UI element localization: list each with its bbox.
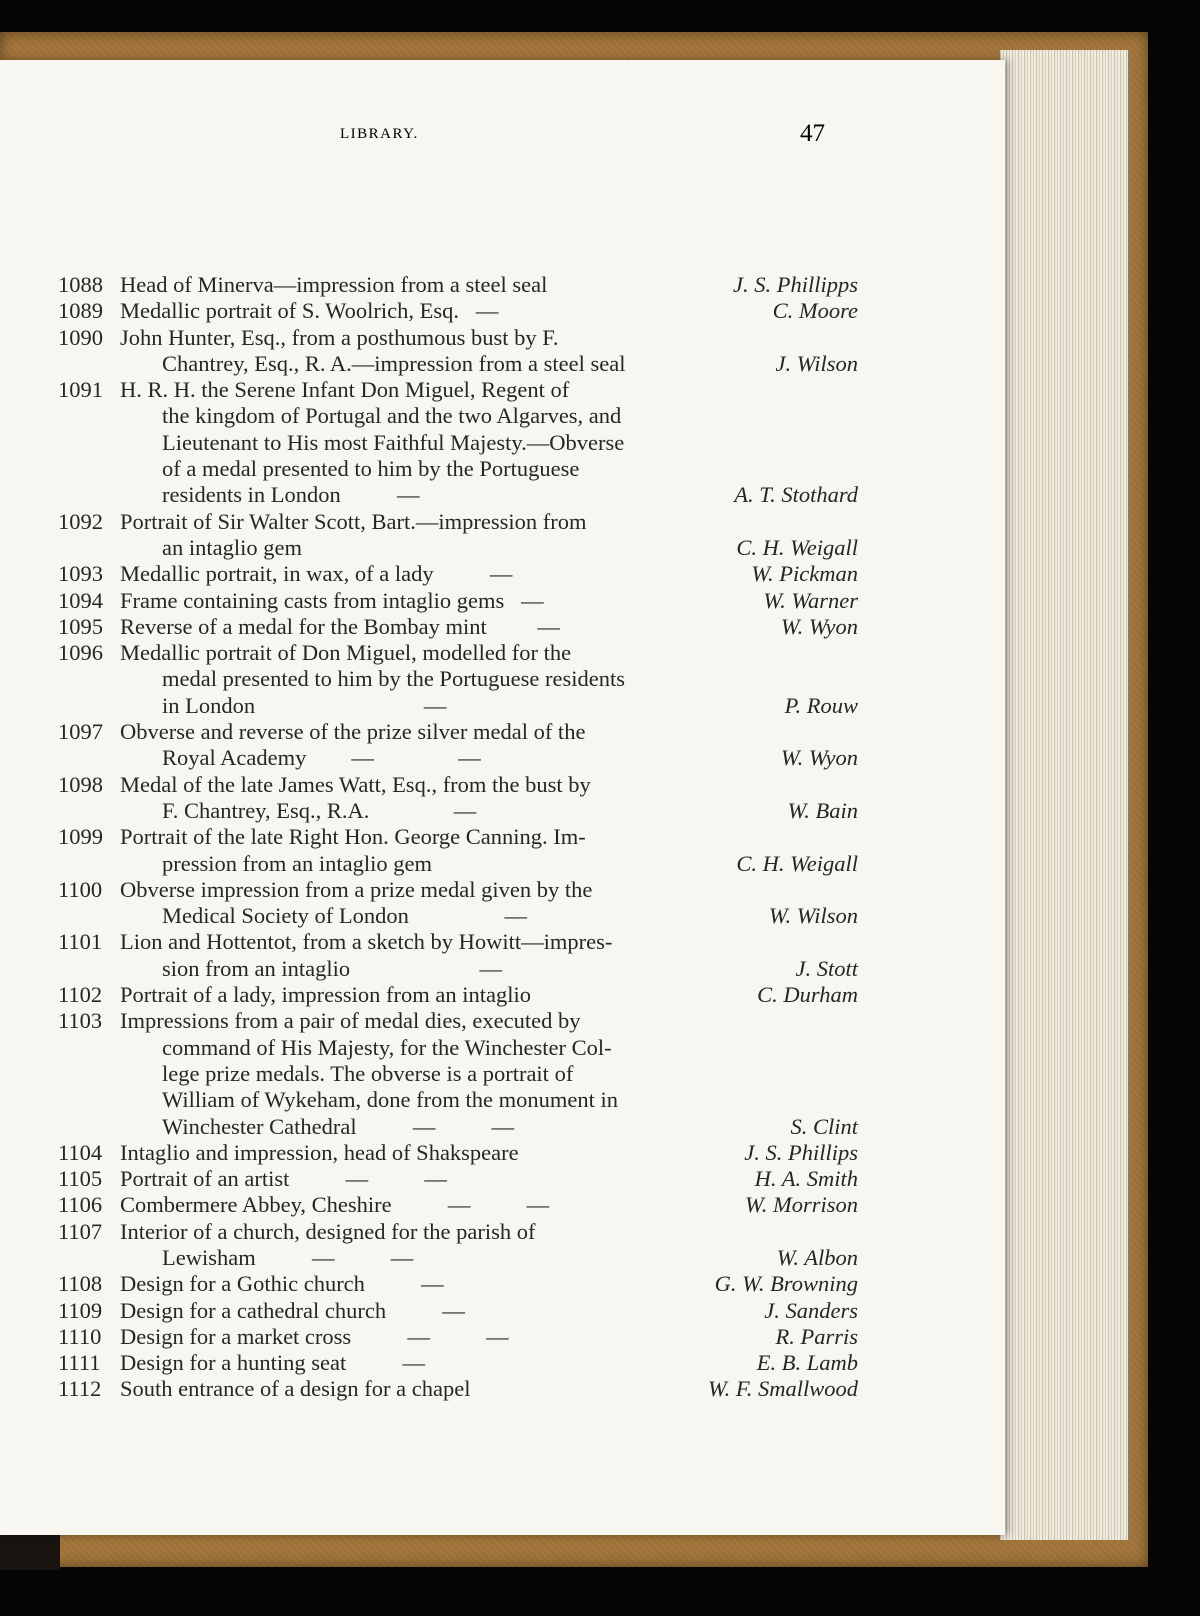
entry-text: Lieutenant to His most Faithful Majesty.—Obverse bbox=[162, 429, 625, 455]
catalogue-entry bbox=[58, 824, 858, 877]
entry-text: Design for a hunting seat — bbox=[120, 1350, 425, 1376]
entry-line bbox=[58, 1298, 858, 1324]
entry-text: Portrait of Sir Walter Scott, Bart.—impression from bbox=[120, 508, 587, 534]
entry-artist: W. Albon bbox=[776, 1244, 858, 1270]
entry-artist: W. Pickman bbox=[751, 561, 858, 587]
entry-number: 1092 bbox=[58, 508, 103, 534]
entry-artist: C. Durham bbox=[757, 982, 858, 1008]
entry-artist: J. S. Phillipps bbox=[733, 272, 858, 297]
entry-artist: H. A. Smith bbox=[754, 1166, 858, 1192]
entry-number: 1101 bbox=[58, 929, 103, 955]
entry-text: lege prize medals. The obverse is a portrait of bbox=[162, 1060, 574, 1086]
catalogue-entry bbox=[58, 1324, 858, 1350]
entry-artist: C. H. Weigall bbox=[736, 850, 858, 876]
entry-line bbox=[58, 1087, 858, 1113]
entry-artist: R. Parris bbox=[775, 1323, 858, 1349]
entry-number: 1103 bbox=[58, 1008, 103, 1034]
entry-text: South entrance of a design for a chapel bbox=[120, 1376, 471, 1402]
entry-text: F. Chantrey, Esq., R.A. — bbox=[162, 797, 477, 823]
entry-number: 1095 bbox=[58, 613, 103, 639]
catalogue-entry bbox=[58, 772, 858, 825]
entry-line bbox=[58, 535, 858, 561]
entry-artist: P. Rouw bbox=[784, 692, 858, 718]
catalogue-entry bbox=[58, 1350, 858, 1376]
catalogue-entry bbox=[58, 1140, 858, 1166]
entry-line bbox=[58, 1035, 858, 1061]
entry-line bbox=[58, 1192, 858, 1218]
entry-number: 1093 bbox=[58, 561, 103, 587]
catalogue-entry bbox=[58, 640, 858, 719]
entry-line bbox=[58, 1166, 858, 1192]
catalogue-entry bbox=[58, 509, 858, 562]
entry-number: 1110 bbox=[58, 1323, 102, 1349]
entry-text: Design for a cathedral church — bbox=[120, 1297, 465, 1323]
entry-text: Lion and Hottentot, from a sketch by Howitt—impres- bbox=[120, 929, 613, 955]
entry-text: Intaglio and impression, head of Shakspeare bbox=[120, 1139, 519, 1165]
entry-line bbox=[58, 298, 858, 324]
entry-number: 1099 bbox=[58, 824, 103, 850]
entry-number: 1088 bbox=[58, 272, 103, 297]
entry-artist: C. Moore bbox=[772, 298, 858, 324]
entry-text: Medallic portrait of Don Miguel, modelled for the bbox=[120, 640, 572, 666]
entry-text: John Hunter, Esq., from a posthumous bust by F. bbox=[120, 324, 559, 350]
entry-line bbox=[58, 614, 858, 640]
entry-line bbox=[58, 772, 858, 798]
entry-text: pression from an intaglio gem bbox=[162, 850, 432, 876]
entry-text: Design for a Gothic church — bbox=[120, 1271, 444, 1297]
entry-line bbox=[58, 745, 858, 771]
entry-number: 1106 bbox=[58, 1192, 103, 1218]
catalogue-entry bbox=[58, 272, 858, 298]
entry-number: 1108 bbox=[58, 1271, 103, 1297]
entry-line bbox=[58, 430, 858, 456]
entry-artist: J. Sanders bbox=[764, 1297, 858, 1323]
entry-line bbox=[58, 929, 858, 955]
entry-line bbox=[58, 482, 858, 508]
entry-text: Winchester Cathedral — — bbox=[162, 1113, 515, 1139]
entry-line bbox=[58, 509, 858, 535]
catalogue-entry bbox=[58, 929, 858, 982]
entry-text: Portrait of the late Right Hon. George Canning. Im- bbox=[120, 824, 586, 850]
catalogue-entry bbox=[58, 1219, 858, 1272]
entry-number: 1098 bbox=[58, 771, 103, 797]
entry-list bbox=[58, 272, 858, 1403]
entry-line bbox=[58, 325, 858, 351]
entry-artist: G. W. Browning bbox=[714, 1271, 858, 1297]
entry-text: Frame containing casts from intaglio gems — bbox=[120, 587, 544, 613]
page-number: 47 bbox=[800, 120, 825, 147]
entry-number: 1111 bbox=[58, 1350, 101, 1376]
entry-number: 1109 bbox=[58, 1297, 103, 1323]
entry-line bbox=[58, 1008, 858, 1034]
entry-text: the kingdom of Portugal and the two Algarves, and bbox=[162, 403, 622, 429]
catalogue-entry bbox=[58, 1271, 858, 1297]
entry-line bbox=[58, 456, 858, 482]
entry-number: 1097 bbox=[58, 719, 103, 745]
entry-number: 1105 bbox=[58, 1166, 103, 1192]
running-head-title: LIBRARY. bbox=[340, 126, 419, 142]
entry-artist: E. B. Lamb bbox=[756, 1350, 858, 1376]
entry-artist: W. Wilson bbox=[768, 903, 858, 929]
entry-line bbox=[58, 798, 858, 824]
entry-text: medal presented to him by the Portuguese residents bbox=[162, 666, 626, 692]
entry-line bbox=[58, 272, 858, 298]
entry-text: William of Wykeham, done from the monument in bbox=[162, 1087, 618, 1113]
entry-line bbox=[58, 1114, 858, 1140]
entry-line bbox=[58, 377, 858, 403]
entry-line bbox=[58, 1219, 858, 1245]
entry-line bbox=[58, 561, 858, 587]
entry-number: 1090 bbox=[58, 324, 103, 350]
entry-artist: W. Wyon bbox=[780, 745, 858, 771]
catalogue-entry bbox=[58, 719, 858, 772]
entry-artist: S. Clint bbox=[790, 1113, 858, 1139]
entry-number: 1102 bbox=[58, 982, 103, 1008]
entry-text: Reverse of a medal for the Bombay mint — bbox=[120, 613, 560, 639]
entry-text: residents in London — bbox=[162, 482, 420, 508]
entry-line bbox=[58, 903, 858, 929]
entry-text: Medical Society of London — bbox=[162, 903, 527, 929]
entry-line bbox=[58, 1324, 858, 1350]
entry-line bbox=[58, 693, 858, 719]
catalogue-entry bbox=[58, 982, 858, 1008]
entry-text: Medallic portrait, in wax, of a lady — bbox=[120, 561, 513, 587]
entry-line bbox=[58, 1061, 858, 1087]
book-page bbox=[0, 60, 1005, 1535]
entry-text: Obverse and reverse of the prize silver medal of the bbox=[120, 719, 586, 745]
entry-number: 1112 bbox=[58, 1376, 102, 1402]
entry-line bbox=[58, 851, 858, 877]
entry-text: Portrait of an artist — — bbox=[120, 1166, 447, 1192]
page-fore-edge bbox=[1000, 50, 1130, 1540]
catalogue-entry bbox=[58, 1192, 858, 1218]
entry-line bbox=[58, 588, 858, 614]
catalogue-entry bbox=[58, 298, 858, 324]
entry-artist: W. Bain bbox=[787, 797, 858, 823]
entry-artist: W. Warner bbox=[763, 587, 858, 613]
entry-text: Medal of the late James Watt, Esq., from the bust by bbox=[120, 771, 591, 797]
entry-text: an intaglio gem bbox=[162, 534, 302, 560]
entry-line bbox=[58, 1271, 858, 1297]
entry-text: Chantrey, Esq., R. A.—impression from a steel seal bbox=[162, 350, 626, 376]
catalogue-entry bbox=[58, 377, 858, 508]
entry-artist: J. Wilson bbox=[775, 350, 858, 376]
entry-artist: J. Stott bbox=[795, 955, 858, 981]
entry-text: command of His Majesty, for the Winchester Col- bbox=[162, 1034, 612, 1060]
entry-number: 1107 bbox=[58, 1218, 103, 1244]
entry-line bbox=[58, 403, 858, 429]
catalogue-entry bbox=[58, 1376, 858, 1402]
entry-text: Lewisham — — bbox=[162, 1244, 414, 1270]
entry-number: 1089 bbox=[58, 298, 103, 324]
entry-artist: W. Wyon bbox=[780, 613, 858, 639]
entry-number: 1104 bbox=[58, 1139, 103, 1165]
entry-text: Head of Minerva—impression from a steel seal bbox=[120, 272, 548, 297]
entry-line bbox=[58, 1245, 858, 1271]
entry-artist: A. T. Stothard bbox=[734, 482, 858, 508]
entry-line bbox=[58, 666, 858, 692]
entry-text: in London — bbox=[162, 692, 447, 718]
entry-line bbox=[58, 351, 858, 377]
entry-number: 1094 bbox=[58, 587, 103, 613]
catalogue-entry bbox=[58, 1298, 858, 1324]
catalogue-entry bbox=[58, 877, 858, 930]
entry-text: Medallic portrait of S. Woolrich, Esq. — bbox=[120, 298, 499, 324]
entry-line bbox=[58, 1350, 858, 1376]
catalogue-entry bbox=[58, 325, 858, 378]
entry-text: Combermere Abbey, Cheshire — — bbox=[120, 1192, 550, 1218]
entry-text: H. R. H. the Serene Infant Don Miguel, Regent of bbox=[120, 377, 570, 403]
entry-line bbox=[58, 1376, 858, 1402]
entry-artist: W. Morrison bbox=[745, 1192, 858, 1218]
catalogue-entry bbox=[58, 614, 858, 640]
catalogue-entry bbox=[58, 588, 858, 614]
entry-line bbox=[58, 640, 858, 666]
entry-line bbox=[58, 956, 858, 982]
entry-text: of a medal presented to him by the Portuguese bbox=[162, 456, 580, 482]
entry-text: Obverse impression from a prize medal given by the bbox=[120, 876, 593, 902]
entry-line bbox=[58, 719, 858, 745]
entry-artist: J. S. Phillips bbox=[744, 1139, 858, 1165]
entry-number: 1096 bbox=[58, 640, 103, 666]
entry-number: 1091 bbox=[58, 377, 103, 403]
entry-number: 1100 bbox=[58, 876, 103, 902]
entry-text: Portrait of a lady, impression from an intaglio bbox=[120, 982, 531, 1008]
catalogue-entry bbox=[58, 1008, 858, 1139]
entry-text: Royal Academy — — bbox=[162, 745, 481, 771]
catalogue-entry bbox=[58, 561, 858, 587]
entry-line bbox=[58, 824, 858, 850]
entry-artist: C. H. Weigall bbox=[736, 534, 858, 560]
entry-line bbox=[58, 1140, 858, 1166]
entry-text: Impressions from a pair of medal dies, executed by bbox=[120, 1008, 581, 1034]
entry-text: sion from an intaglio — bbox=[162, 955, 502, 981]
entry-text: Design for a market cross — — bbox=[120, 1323, 509, 1349]
entry-line bbox=[58, 982, 858, 1008]
entry-text: Interior of a church, designed for the parish of bbox=[120, 1218, 536, 1244]
entry-line bbox=[58, 877, 858, 903]
entry-artist: W. F. Smallwood bbox=[707, 1376, 858, 1402]
catalogue-entry bbox=[58, 1166, 858, 1192]
